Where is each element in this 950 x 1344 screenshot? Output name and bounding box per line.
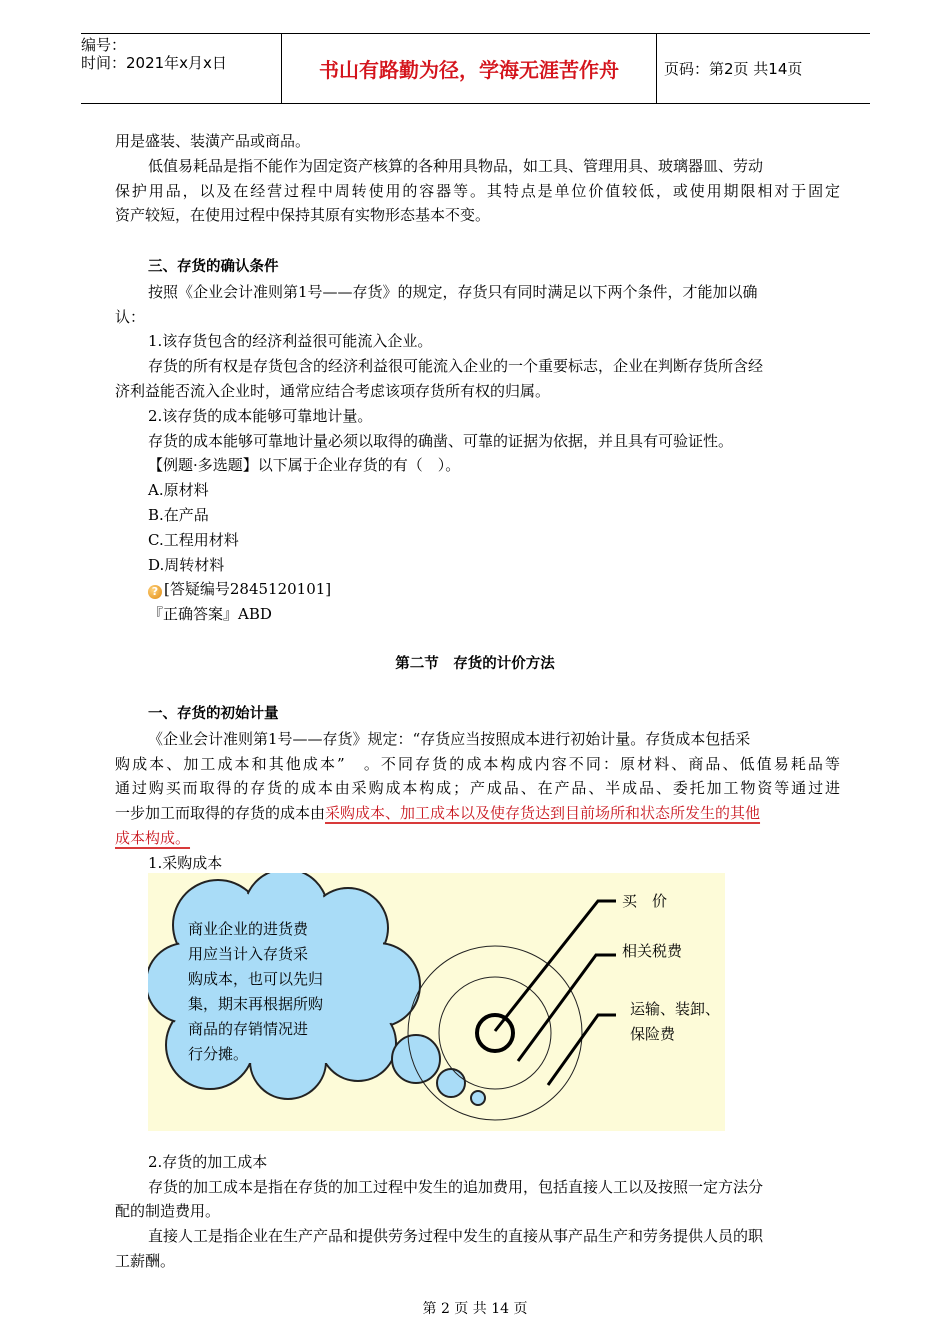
question-icon[interactable]: ?: [148, 585, 162, 599]
paragraph-line: 存货的所有权是存货包含的经济利益很可能流入企业的一个重要标志，企业在判断存货所含经: [148, 357, 764, 375]
qa-reference[interactable]: [148, 578, 873, 600]
option-a: A.原材料: [148, 481, 209, 499]
inner-ring: [477, 1015, 513, 1051]
paragraph-line: [115, 802, 840, 824]
cloud-text-line: 用应当计入存货采: [188, 945, 309, 963]
cloud-text-line: 商品的存销情况进: [188, 1020, 309, 1038]
qa-number: [答疑编号2845120101]: [164, 580, 332, 598]
cloud-text-line: 商业企业的进货费: [188, 920, 309, 938]
paragraph-line: 资产较短，在使用过程中保持其原有实物形态基本不变。: [115, 206, 491, 224]
paragraph-text: 一步加工而取得的存货的成本由: [115, 804, 326, 822]
cloud-bubble: [437, 1069, 465, 1097]
correct-answer: 『正确答案』ABD: [148, 605, 272, 623]
paragraph-line: 通过购买而取得的存货的成本由采购成本构成；产成品、在产品、半成品、委托加工物资等通过进: [115, 779, 840, 797]
label-transport-line: 运输、装卸、: [630, 1000, 721, 1018]
paragraph-line: 低值易耗品是指不能作为固定资产核算的各种用具物品，如工具、管理用具、玻璃器皿、劳动: [148, 157, 764, 175]
highlighted-text: 成本构成。: [115, 829, 191, 847]
cloud-text-line: 集，期末再根据所购: [188, 995, 324, 1013]
paragraph-line: 工薪酬。: [115, 1252, 176, 1270]
paragraph-line: 存货的加工成本是指在存货的加工过程中发生的追加费用，包括直接人工以及按照一定方法分: [148, 1178, 764, 1196]
paragraph-line: 直接人工是指企业在生产产品和提供劳务过程中发生的直接从事产品生产和劳务提供人员的职: [148, 1227, 764, 1245]
subheading: 1.采购成本: [148, 854, 223, 872]
paragraph-line: [115, 827, 840, 849]
cloud-text-line: 行分摊。: [188, 1045, 249, 1063]
option-b: B.在产品: [148, 506, 209, 524]
header-motto: 书山有路勤为径，学海无涯苦作舟: [281, 34, 657, 103]
option-c: C.工程用材料: [148, 531, 239, 549]
subheading: 2.存货的加工成本: [148, 1153, 268, 1171]
label-transport-line: 保险费: [630, 1025, 676, 1043]
section-heading: 三、存货的确认条件: [148, 259, 279, 275]
header-time-label: 时间：2021年x月x日: [81, 54, 227, 72]
paragraph-line: 1.该存货包含的经济利益很可能流入企业。: [148, 332, 433, 350]
page-footer: 第 2 页 共 14 页: [422, 1301, 528, 1317]
paragraph-line: 配的制造费用。: [115, 1202, 221, 1220]
paragraph-line: 存货的成本能够可靠地计量必须以取得的确凿、可靠的证据为依据，并且具有可验证性。: [148, 432, 734, 450]
cloud-bubble: [392, 1035, 440, 1083]
header-number-label: 编号：: [81, 36, 127, 54]
paragraph-line: 2.该存货的成本能够可靠地计量。: [148, 407, 373, 425]
section-heading: 一、存货的初始计量: [148, 706, 279, 722]
example-question: 【例题·多选题】以下属于企业存货的有（ ）。: [148, 456, 461, 474]
page-header: [81, 33, 870, 104]
paragraph-line: 按照《企业会计准则第1号——存货》的规定，存货只有同时满足以下两个条件，才能加以确: [148, 283, 758, 301]
paragraph-line: 济利益能否流入企业时，通常应结合考虑该项存货所有权的归属。: [115, 382, 551, 400]
header-meta: [81, 34, 281, 105]
paragraph-line: 用是盛装、装潢产品或商品。: [115, 132, 311, 150]
cloud-text: [188, 917, 323, 1067]
highlighted-text: 采购成本、加工成本以及使存货达到目前场所和状态所发生的其他: [325, 804, 761, 822]
paragraph-line: 购成本、加工成本和其他成本” 。不同存货的成本构成内容不同：原材料、商品、低值易耗品等: [115, 755, 840, 773]
option-d: D.周转材料: [148, 556, 225, 574]
cloud-text-line: 购成本，也可以先归: [188, 970, 324, 988]
label-transport: [630, 997, 720, 1047]
cloud-bubble: [471, 1091, 485, 1105]
purchase-cost-diagram: [148, 873, 725, 1131]
paragraph-line: 认：: [115, 308, 146, 326]
label-tax: 相关税费: [622, 942, 683, 960]
outer-ring: [408, 946, 582, 1120]
pointer-tax: [518, 955, 616, 1061]
section-title: 第二节 存货的计价方法: [395, 656, 555, 672]
paragraph-line: 《企业会计准则第1号——存货》规定：“存货应当按照成本进行初始计量。存货成本包括采: [148, 730, 751, 748]
paragraph-line: 保护用品，以及在经营过程中周转使用的容器等。其特点是单位价值较低，或使用期限相对于固定: [115, 182, 840, 200]
label-price: 买 价: [622, 892, 668, 910]
header-page-info: 页码：第2页 共14页: [664, 60, 803, 78]
